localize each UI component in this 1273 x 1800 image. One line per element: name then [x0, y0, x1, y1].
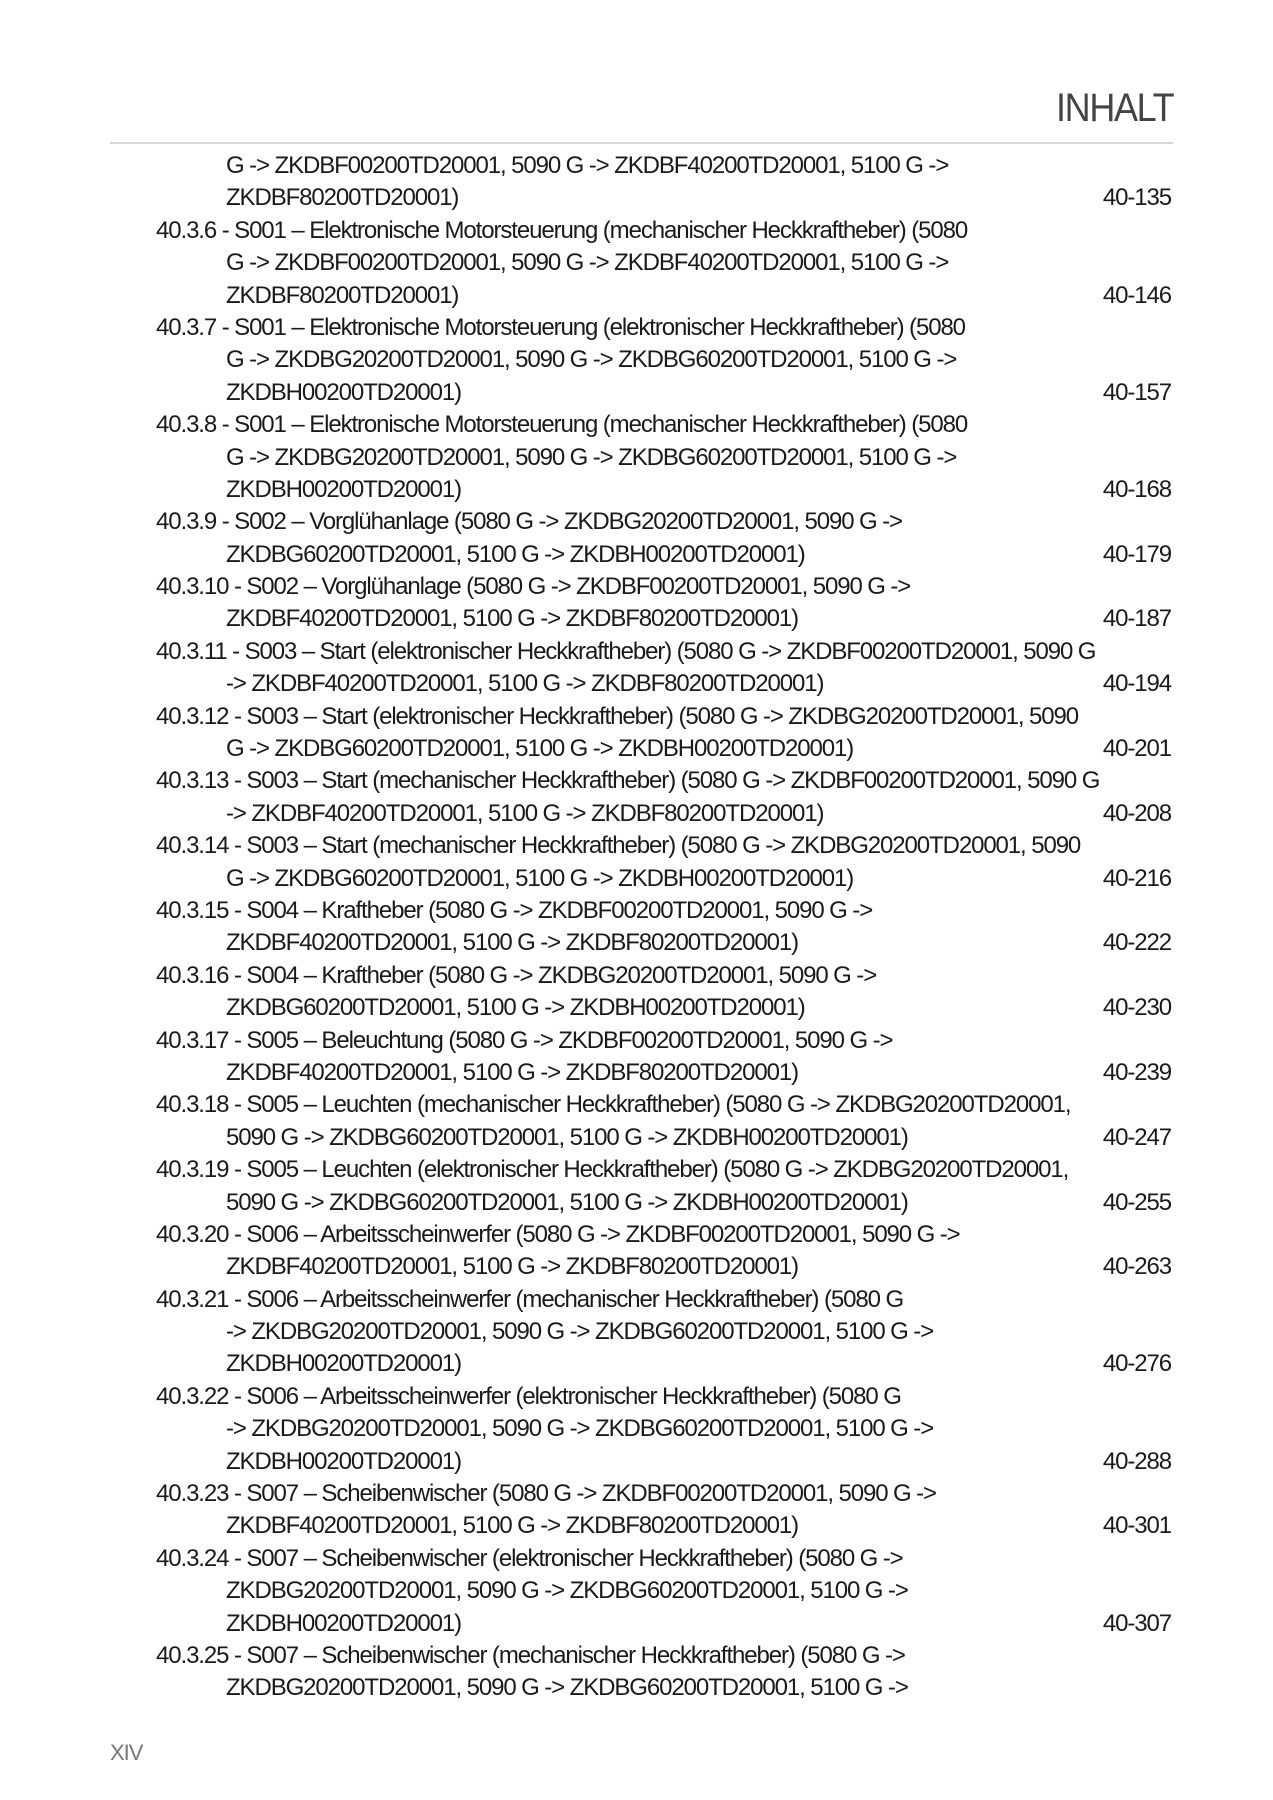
toc-entry-continuation: ZKDBG20200TD20001, 5090 G -> ZKDBG60200TD20001, 5100 G ->	[226, 1577, 908, 1605]
toc-entry[interactable]	[0, 1154, 1273, 1219]
toc-entry-page[interactable]: 40-216	[1102, 864, 1171, 892]
toc-entry-title: 40.3.11 - S003 – Start (elektronischer Heckkraftheber) (5080 G -> ZKDBF00200TD20001, 5090 G	[156, 637, 1096, 665]
toc-entry-title: 40.3.14 - S003 – Start (mechanischer Heckkraftheber) (5080 G -> ZKDBG20200TD20001, 5090	[156, 832, 1081, 860]
toc-entry-title: 40.3.10 - S002 – Vorglühanlage (5080 G -> ZKDBF00200TD20001, 5090 G ->	[156, 573, 911, 601]
toc-entry-page[interactable]: 40-146	[1102, 281, 1171, 309]
toc-entry-page[interactable]: 40-194	[1102, 670, 1171, 698]
toc-entry[interactable]	[0, 1025, 1273, 1090]
toc-entry-continuation: -> ZKDBG20200TD20001, 5090 G -> ZKDBG60200TD20001, 5100 G ->	[226, 1318, 934, 1346]
toc-entry-title: 40.3.12 - S003 – Start (elektronischer Heckkraftheber) (5080 G -> ZKDBG20200TD20001, 5090	[156, 702, 1078, 730]
toc-entry[interactable]	[0, 1284, 1273, 1381]
toc-entry[interactable]	[0, 1478, 1273, 1543]
toc-entry-continuation: G -> ZKDBF00200TD20001, 5090 G -> ZKDBF40200TD20001, 5100 G ->	[226, 249, 949, 277]
toc-entry-page[interactable]: 40-307	[1102, 1609, 1171, 1637]
toc-entry-title: 40.3.15 - S004 – Kraftheber (5080 G -> ZKDBF00200TD20001, 5090 G ->	[156, 896, 873, 924]
toc-entry-continuation: -> ZKDBF40200TD20001, 5100 G -> ZKDBF80200TD20001)	[226, 799, 824, 827]
toc-entry[interactable]	[0, 636, 1273, 701]
toc-entry-continuation: G -> ZKDBG20200TD20001, 5090 G -> ZKDBG60200TD20001, 5100 G ->	[226, 443, 957, 471]
toc-entry-continuation: G -> ZKDBG60200TD20001, 5100 G -> ZKDBH00200TD20001)	[226, 864, 854, 892]
toc-entry[interactable]	[0, 701, 1273, 766]
toc-entry[interactable]	[0, 1219, 1273, 1284]
toc-entry-title: 40.3.23 - S007 – Scheibenwischer (5080 G -> ZKDBF00200TD20001, 5090 G ->	[156, 1480, 936, 1508]
toc-entry-page[interactable]: 40-239	[1102, 1058, 1171, 1086]
toc-entry-title: 40.3.19 - S005 – Leuchten (elektronischer Heckkraftheber) (5080 G -> ZKDBG20200TD20001,	[156, 1156, 1069, 1184]
toc-entry-title: 40.3.17 - S005 – Beleuchtung (5080 G -> ZKDBF00200TD20001, 5090 G ->	[156, 1026, 893, 1054]
toc-entry[interactable]	[0, 960, 1273, 1025]
header-divider	[110, 142, 1173, 144]
toc-entry-page[interactable]: 40-135	[1102, 184, 1171, 212]
toc-entry[interactable]	[0, 506, 1273, 571]
toc-entry-continuation: ZKDBH00200TD20001)	[226, 1609, 462, 1637]
toc-entry-continuation: ZKDBH00200TD20001)	[226, 1350, 462, 1378]
toc-entry-title: 40.3.8 - S001 – Elektronische Motorsteuerung (mechanischer Heckkraftheber) (5080	[156, 411, 968, 439]
toc-entry-continuation: ZKDBH00200TD20001)	[226, 378, 462, 406]
toc-entry-page[interactable]: 40-168	[1102, 475, 1171, 503]
page-number: XIV	[110, 1740, 143, 1765]
toc-entry-title: 40.3.16 - S004 – Kraftheber (5080 G -> ZKDBG20200TD20001, 5090 G ->	[156, 961, 877, 989]
toc-entry[interactable]	[0, 1543, 1273, 1640]
toc-entry-page[interactable]: 40-201	[1102, 735, 1171, 763]
toc-entry-title: 40.3.24 - S007 – Scheibenwischer (elektronischer Heckkraftheber) (5080 G ->	[156, 1544, 903, 1572]
toc-entry-continuation: ZKDBF80200TD20001)	[226, 281, 459, 309]
toc-entry-title: 40.3.6 - S001 – Elektronische Motorsteuerung (mechanischer Heckkraftheber) (5080	[156, 216, 968, 244]
toc-entry-continuation: ZKDBF80200TD20001)	[226, 184, 459, 212]
toc-entry[interactable]	[0, 215, 1273, 312]
toc-entry-page[interactable]: 40-179	[1102, 540, 1171, 568]
toc-entry-continuation: ZKDBG60200TD20001, 5100 G -> ZKDBH00200TD20001)	[226, 994, 805, 1022]
toc-entry-continuation: ZKDBH00200TD20001)	[226, 1447, 462, 1475]
toc-entry-continuation: ZKDBF40200TD20001, 5100 G -> ZKDBF80200TD20001)	[226, 605, 798, 633]
toc-entry[interactable]	[0, 1381, 1273, 1478]
toc-entry[interactable]	[0, 895, 1273, 960]
toc-entry-continuation: -> ZKDBF40200TD20001, 5100 G -> ZKDBF80200TD20001)	[226, 670, 824, 698]
toc-entry-page[interactable]: 40-247	[1102, 1123, 1171, 1151]
toc-entry-page[interactable]: 40-208	[1102, 799, 1171, 827]
toc-entry-continuation: ZKDBF40200TD20001, 5100 G -> ZKDBF80200TD20001)	[226, 1058, 798, 1086]
toc-entry[interactable]	[0, 830, 1273, 895]
toc-entry-page[interactable]: 40-276	[1102, 1350, 1171, 1378]
toc-entry-continuation: ZKDBG60200TD20001, 5100 G -> ZKDBH00200TD20001)	[226, 540, 805, 568]
toc-entry-continuation: ZKDBF40200TD20001, 5100 G -> ZKDBF80200TD20001)	[226, 1512, 798, 1540]
toc-entry[interactable]	[0, 409, 1273, 506]
page-title: INHALT	[1055, 86, 1173, 130]
table-of-contents	[0, 150, 1273, 1705]
toc-entry[interactable]	[0, 1089, 1273, 1154]
toc-entry-page[interactable]: 40-288	[1102, 1447, 1171, 1475]
toc-entry-page[interactable]: 40-230	[1102, 994, 1171, 1022]
toc-entry-title: 40.3.18 - S005 – Leuchten (mechanischer Heckkraftheber) (5080 G -> ZKDBG20200TD20001,	[156, 1091, 1071, 1119]
toc-entry[interactable]	[0, 765, 1273, 830]
toc-entry-title: 40.3.13 - S003 – Start (mechanischer Heckkraftheber) (5080 G -> ZKDBF00200TD20001, 5090 G	[156, 767, 1100, 795]
toc-entry[interactable]	[0, 1640, 1273, 1705]
toc-entry-page[interactable]: 40-222	[1102, 929, 1171, 957]
toc-entry-continuation: ZKDBH00200TD20001)	[226, 475, 462, 503]
toc-entry-title: 40.3.7 - S001 – Elektronische Motorsteuerung (elektronischer Heckkraftheber) (5080	[156, 313, 965, 341]
toc-entry-page[interactable]: 40-157	[1102, 378, 1171, 406]
toc-entry[interactable]	[0, 312, 1273, 409]
toc-entry-continuation: -> ZKDBG20200TD20001, 5090 G -> ZKDBG60200TD20001, 5100 G ->	[226, 1415, 934, 1443]
toc-entry-continuation: G -> ZKDBG60200TD20001, 5100 G -> ZKDBH00200TD20001)	[226, 735, 854, 763]
toc-entry-title: 40.3.22 - S006 – Arbeitsscheinwerfer (elektronischer Heckkraftheber) (5080 G	[156, 1382, 901, 1410]
toc-entry-title: 40.3.9 - S002 – Vorglühanlage (5080 G -> ZKDBG20200TD20001, 5090 G ->	[156, 508, 902, 536]
toc-entry-continuation: ZKDBG20200TD20001, 5090 G -> ZKDBG60200TD20001, 5100 G ->	[226, 1674, 908, 1702]
toc-entry-continuation: ZKDBF40200TD20001, 5100 G -> ZKDBF80200TD20001)	[226, 929, 798, 957]
toc-entry-page[interactable]: 40-187	[1102, 605, 1171, 633]
toc-entry[interactable]	[0, 571, 1273, 636]
toc-entry-continuation: 5090 G -> ZKDBG60200TD20001, 5100 G -> ZKDBH00200TD20001)	[226, 1188, 908, 1216]
toc-entry-title: 40.3.20 - S006 – Arbeitsscheinwerfer (5080 G -> ZKDBF00200TD20001, 5090 G ->	[156, 1220, 960, 1248]
toc-entry-page[interactable]: 40-263	[1102, 1253, 1171, 1281]
toc-entry-title: 40.3.25 - S007 – Scheibenwischer (mechanischer Heckkraftheber) (5080 G ->	[156, 1641, 905, 1669]
toc-entry-continuation: 5090 G -> ZKDBG60200TD20001, 5100 G -> ZKDBH00200TD20001)	[226, 1123, 908, 1151]
toc-entry-continuation: G -> ZKDBG20200TD20001, 5090 G -> ZKDBG60200TD20001, 5100 G ->	[226, 346, 957, 374]
toc-entry-page[interactable]: 40-301	[1102, 1512, 1171, 1540]
toc-entry-page[interactable]: 40-255	[1102, 1188, 1171, 1216]
toc-entry-title: 40.3.21 - S006 – Arbeitsscheinwerfer (mechanischer Heckkraftheber) (5080 G	[156, 1285, 904, 1313]
toc-entry[interactable]	[0, 150, 1273, 215]
toc-entry-title: G -> ZKDBF00200TD20001, 5090 G -> ZKDBF40200TD20001, 5100 G ->	[226, 152, 949, 179]
toc-entry-continuation: ZKDBF40200TD20001, 5100 G -> ZKDBF80200TD20001)	[226, 1253, 798, 1281]
